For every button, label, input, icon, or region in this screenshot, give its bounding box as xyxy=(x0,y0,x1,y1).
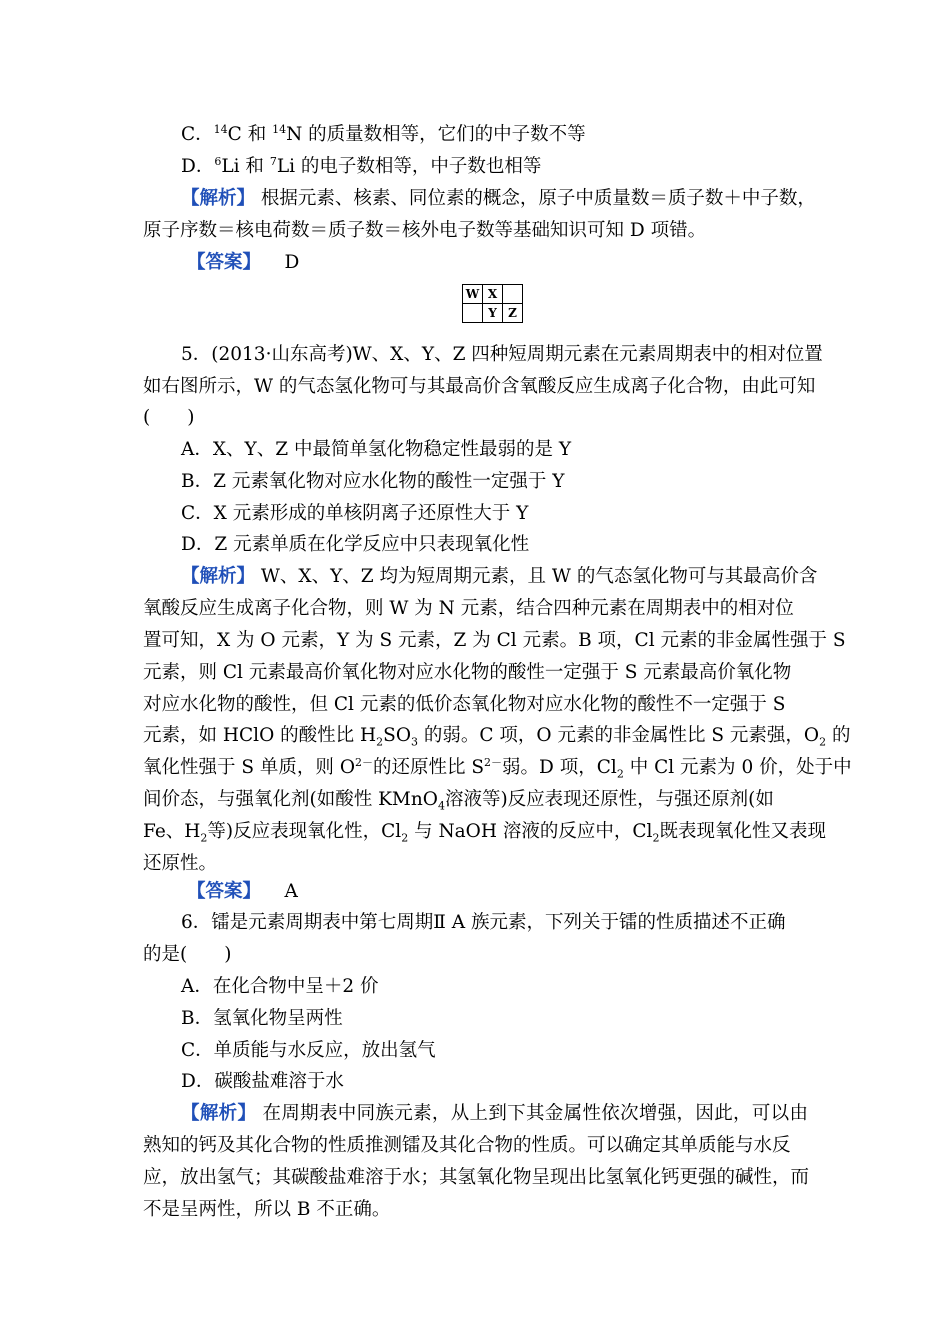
q6-option-d: D．碳酸盐难溶于水 xyxy=(181,1071,344,1092)
q5-stem-line-3: ( ) xyxy=(143,407,195,428)
analysis-tag: 【解析】 xyxy=(181,188,256,209)
q6-analysis-line-4: 不是呈两性，所以 B 不正确。 xyxy=(143,1199,391,1220)
answer-tag: 【答案】 xyxy=(187,881,262,902)
q5-analysis-line-9: Fe、$H_2$等)反应表现氧化性，$Cl_2$ 与 NaOH 溶液的反应中，$Cl_2$既表现氧化性又表现 xyxy=(143,821,826,845)
grid-cell: W xyxy=(463,285,483,304)
q5-option-b: B．Z 元素氧化物对应水化物的酸性一定强于 Y xyxy=(181,471,565,492)
q5-analysis-line-5: 对应水化物的酸性，但 Cl 元素的低价态氧化物对应水化物的酸性不一定强于 S xyxy=(143,694,786,715)
q5-answer xyxy=(187,881,852,903)
q5-analysis-line-2: 氧酸反应生成离子化合物，则 W 为 N 元素，结合四种元素在周期表中的相对位 xyxy=(143,598,794,619)
grid-cell: X xyxy=(483,285,503,304)
grid-cell xyxy=(503,285,523,304)
q6-analysis-line-2: 熟知的钙及其化合物的性质推测镭及其化合物的性质。可以确定其单质能与水反 xyxy=(143,1135,791,1156)
q5-option-c: C．X 元素形成的单核阴离子还原性大于 Y xyxy=(181,503,529,524)
q5-stem-line-2: 如右图所示，W 的气态氢化物可与其最高价含氧酸反应生成离子化合物，由此可知 xyxy=(143,376,816,397)
q5-analysis-line-8: 间价态，与强氧化剂(如酸性 KMnO$_4$溶液等)反应表现还原性，与强还原剂(如 xyxy=(143,789,774,813)
analysis-tag: 【解析】 xyxy=(181,566,256,587)
q4-answer xyxy=(187,252,852,274)
q6-stem-line-2: 的是( ) xyxy=(143,944,232,965)
q5-analysis-line-6: 元素，如 HClO 的酸性比 $H_2SO_3$ 的弱。C 项，O 元素的非金属性比 S 元素强，$O_2$ 的 xyxy=(143,725,851,749)
q6-option-c: C．单质能与水反应，放出氢气 xyxy=(181,1040,436,1061)
q5-analysis-line-4: 元素，则 Cl 元素最高价氧化物对应水化物的酸性一定强于 S 元素最高价氧化物 xyxy=(143,662,792,683)
q6-option-b: B．氢氧化物呈两性 xyxy=(181,1008,343,1029)
q5-analysis-line-7: 氧化性强于 S 单质，则 $O^{2-}$的还原性比 $S^{2-}$弱。D 项，$Cl_2$ 中 Cl 元素为 0 价，处于中 xyxy=(143,755,852,781)
q6-analysis-line-3: 应，放出氢气；其碳酸盐难溶于水；其氢氧化物呈现出比氢氧化钙更强的碱性，而 xyxy=(143,1167,810,1188)
q6-analysis-line-1: 【解析】 在周期表中同族元素，从上到下其金属性依次增强，因此，可以由 xyxy=(181,1103,808,1124)
q5-analysis-line-1: 【解析】 W、X、Y、Z 均为短周期元素，且 W 的气态氢化物可与其最高价含 xyxy=(181,566,818,587)
q4-option-d: D．$^6$Li 和 $^7$Li 的电子数相等，中子数也相等 xyxy=(181,154,542,177)
answer-value: A xyxy=(284,881,298,902)
q6-stem-line-1: 6．镭是元素周期表中第七周期Ⅱ A 族元素，下列关于镭的性质描述不正确 xyxy=(181,912,786,933)
q5-stem-line-1: 5．(2013·山东高考)W、X、Y、Z 四种短周期元素在元素周期表中的相对位置 xyxy=(181,344,823,365)
periodic-table-fragment xyxy=(462,284,523,323)
q5-analysis-line-10: 还原性。 xyxy=(143,853,218,874)
q5-analysis-line-3: 置可知，X 为 O 元素，Y 为 S 元素，Z 为 Cl 元素。B 项，Cl 元素的非金属性强于 S xyxy=(143,630,846,651)
q4-option-c: C．$^{14}$C 和 $^{14}$N 的质量数相等，它们的中子数不等 xyxy=(181,122,586,145)
q6-option-a: A．在化合物中呈＋2 价 xyxy=(181,976,379,997)
q5-option-a: A．X、Y、Z 中最简单氢化物稳定性最弱的是 Y xyxy=(181,439,572,460)
q5-option-d: D．Z 元素单质在化学反应中只表现氧化性 xyxy=(181,534,530,555)
grid-cell xyxy=(463,304,483,323)
analysis-tag: 【解析】 xyxy=(181,1103,257,1124)
q4-analysis-line-2: 原子序数＝核电荷数＝质子数＝核外电子数等基础知识可知 D 项错。 xyxy=(143,220,707,241)
grid-cell: Y xyxy=(483,304,503,323)
answer-value: D xyxy=(284,252,300,273)
answer-tag: 【答案】 xyxy=(187,252,262,273)
grid-cell: Z xyxy=(503,304,523,323)
q4-analysis-line-1: 【解析】 根据元素、核素、同位素的概念，原子中质量数＝质子数＋中子数， xyxy=(181,188,816,209)
